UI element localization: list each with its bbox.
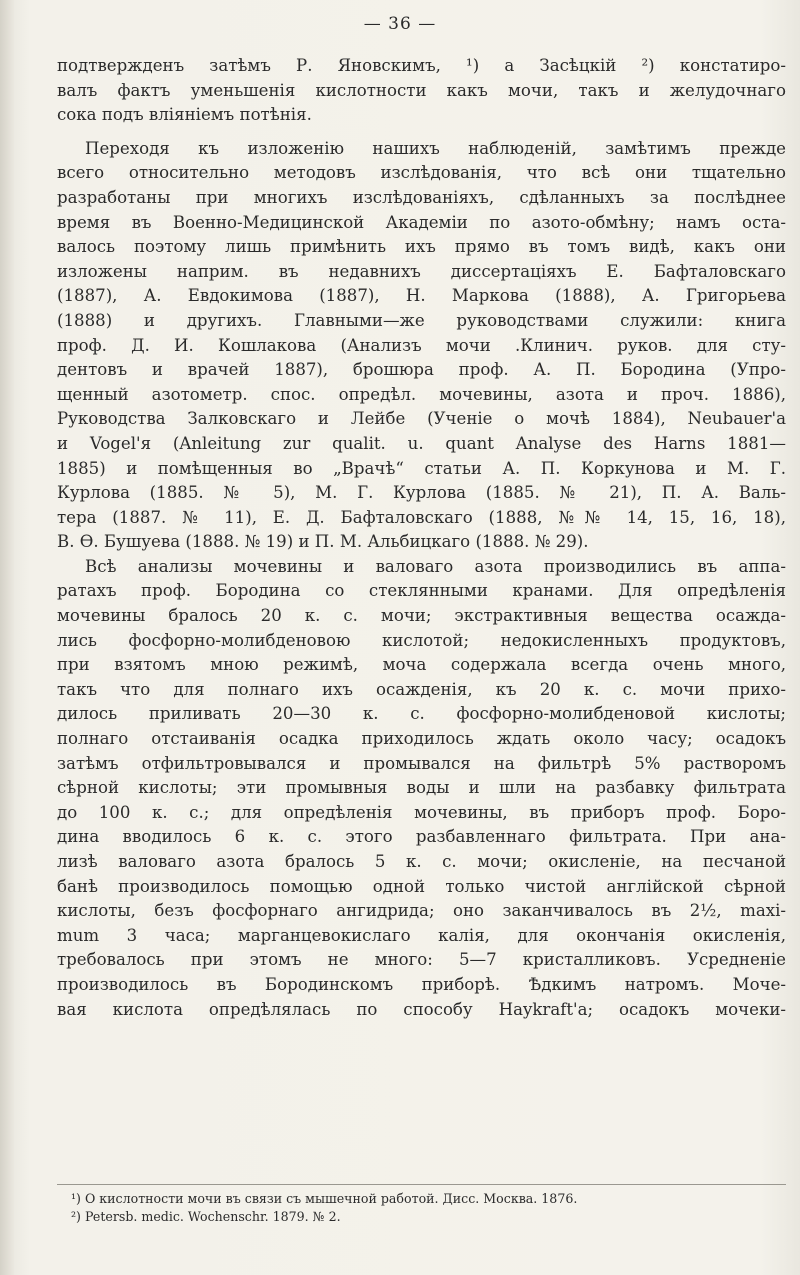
footnotes (57, 1190, 786, 1226)
text-line: лись фосфорно-молибденовою кислотой; недокисленныхъ продуктовъ, (57, 630, 786, 650)
text-line: Руководства Залковскаго и Лейбе (Ученіе о мочѣ 1884), Neubauer'а (57, 409, 786, 429)
text-line: ратахъ проф. Бородина со стеклянными кранами. Для опредѣленія (57, 581, 786, 601)
text-line: всего относительно методовъ изслѣдованія, что всѣ они тщательно (57, 163, 786, 183)
text-line: при взятомъ мною режимѣ, моча содержала всегда очень много, (57, 655, 786, 675)
text-line: mum 3 часа; марганцевокислаго калія, для окончанія окисленія, (57, 925, 786, 945)
text-line: требовалось при этомъ не много: 5—7 кристалликовъ. Усредненіе (57, 950, 786, 970)
text-line: вая кислота опредѣлялась по способу Haykraft'а; осадокъ мочеки- (57, 999, 786, 1019)
text-line: и Vogel'я (Anleitung zur qualit. u. quant Analyse des Harns 1881— (57, 433, 786, 453)
text-line: подтвержденъ затѣмъ Р. Яновскимъ, ¹) а Засѣцкій ²) констатиро- (57, 56, 786, 75)
paragraph-2 (57, 137, 786, 555)
text-line: В. Ѳ. Бушуева (1888. № 19) и П. М. Альбицкаго (1888. № 29). (57, 532, 589, 552)
footnote: ²) Petersb. medic. Wochenschr. 1879. № 2. (71, 1209, 341, 1224)
text-line: полнаго отстаиванія осадка приходилось ждать около часу; осадокъ (57, 729, 786, 749)
text-line: время въ Военно-Медицинской Академіи по азото-обмѣну; намъ оста- (57, 212, 786, 232)
text-line: дентовъ и врачей 1887), брошюра проф. А. П. Бородина (Упро- (57, 360, 786, 380)
text-line: дина вводилось 6 к. с. этого разбавленнаго фильтрата. При ана- (57, 827, 786, 847)
paragraph-1 (57, 54, 786, 128)
text-line: производилось въ Бородинскомъ приборѣ. Ѣдкимъ натромъ. Моче- (57, 974, 786, 994)
text-line: мочевины бралось 20 к. с. мочи; экстрактивныя вещества осажда- (57, 606, 786, 626)
binding-edge (0, 0, 14, 1275)
text-line: (1887), А. Евдокимова (1887), Н. Маркова (1888), А. Григорьева (57, 286, 786, 306)
footnote: ¹) О кислотности мочи въ связи съ мышечной работой. Дисс. Москва. 1876. (71, 1191, 578, 1206)
text-line: сѣрной кислоты; эти промывныя воды и шли на разбавку фильтрата (57, 778, 786, 798)
text-line: банѣ производилось помощью одной только чистой англійской сѣрной (57, 876, 786, 896)
text-line: Переходя къ изложенію нашихъ наблюденій, замѣтимъ прежде (85, 138, 786, 158)
body-text (57, 54, 786, 1022)
text-line: до 100 к. с.; для опредѣленія мочевины, въ приборъ проф. Боро- (57, 802, 786, 822)
text-line: затѣмъ отфильтровывался и промывался на фильтрѣ 5% растворомъ (57, 753, 786, 773)
text-line: кислоты, безъ фосфорнаго ангидрида; оно заканчивалось въ 2½, maxi- (57, 901, 786, 921)
text-line: 1885) и помѣщенныя во „Врачѣ“ статьи А. П. Коркунова и М. Г. (57, 458, 786, 478)
page-number: — 36 — (363, 14, 437, 34)
text-line: щенный азотометр. спос. опредѣл. мочевины, азота и проч. 1886), (57, 384, 786, 404)
text-line: дилось приливать 20—30 к. с. фосфорно-молибденовой кислоты; (57, 704, 786, 724)
text-line: Курлова (1885. № 5), М. Г. Курлова (1885. № 21), П. А. Валь- (57, 483, 786, 503)
text-line: Всѣ анализы мочевины и валоваго азота производились въ аппа- (85, 556, 786, 576)
text-line: такъ что для полнаго ихъ осажденія, къ 20 к. с. мочи прихо- (57, 679, 786, 699)
text-line: тера (1887. № 11), Е. Д. Бафталовскаго (1888, №№ 14, 15, 16, 18), (57, 507, 786, 527)
text-line: изложены наприм. въ недавнихъ диссертаціяхъ Е. Бафталовскаго (57, 261, 786, 281)
text-line: разработаны при многихъ изслѣдованіяхъ, сдѣланныхъ за послѣднее (57, 187, 786, 207)
text-line: сока подъ вліяніемъ потѣнія. (57, 105, 312, 125)
paragraph-3 (57, 555, 786, 1022)
footnote-divider (57, 1184, 786, 1185)
text-line: проф. Д. И. Кошлакова (Анализъ мочи .Клинич. руков. для сту- (57, 335, 786, 355)
text-line: (1888) и другихъ. Главными—же руководствами служили: книга (57, 310, 786, 330)
text-line: валось поэтому лишь примѣнить ихъ прямо въ томъ видѣ, какъ они (57, 237, 786, 257)
text-line: валъ фактъ уменьшенія кислотности какъ мочи, такъ и желудочнаго (57, 80, 786, 100)
text-line: лизѣ валоваго азота бралось 5 к. с. мочи; окисленіе, на песчаной (57, 852, 786, 871)
